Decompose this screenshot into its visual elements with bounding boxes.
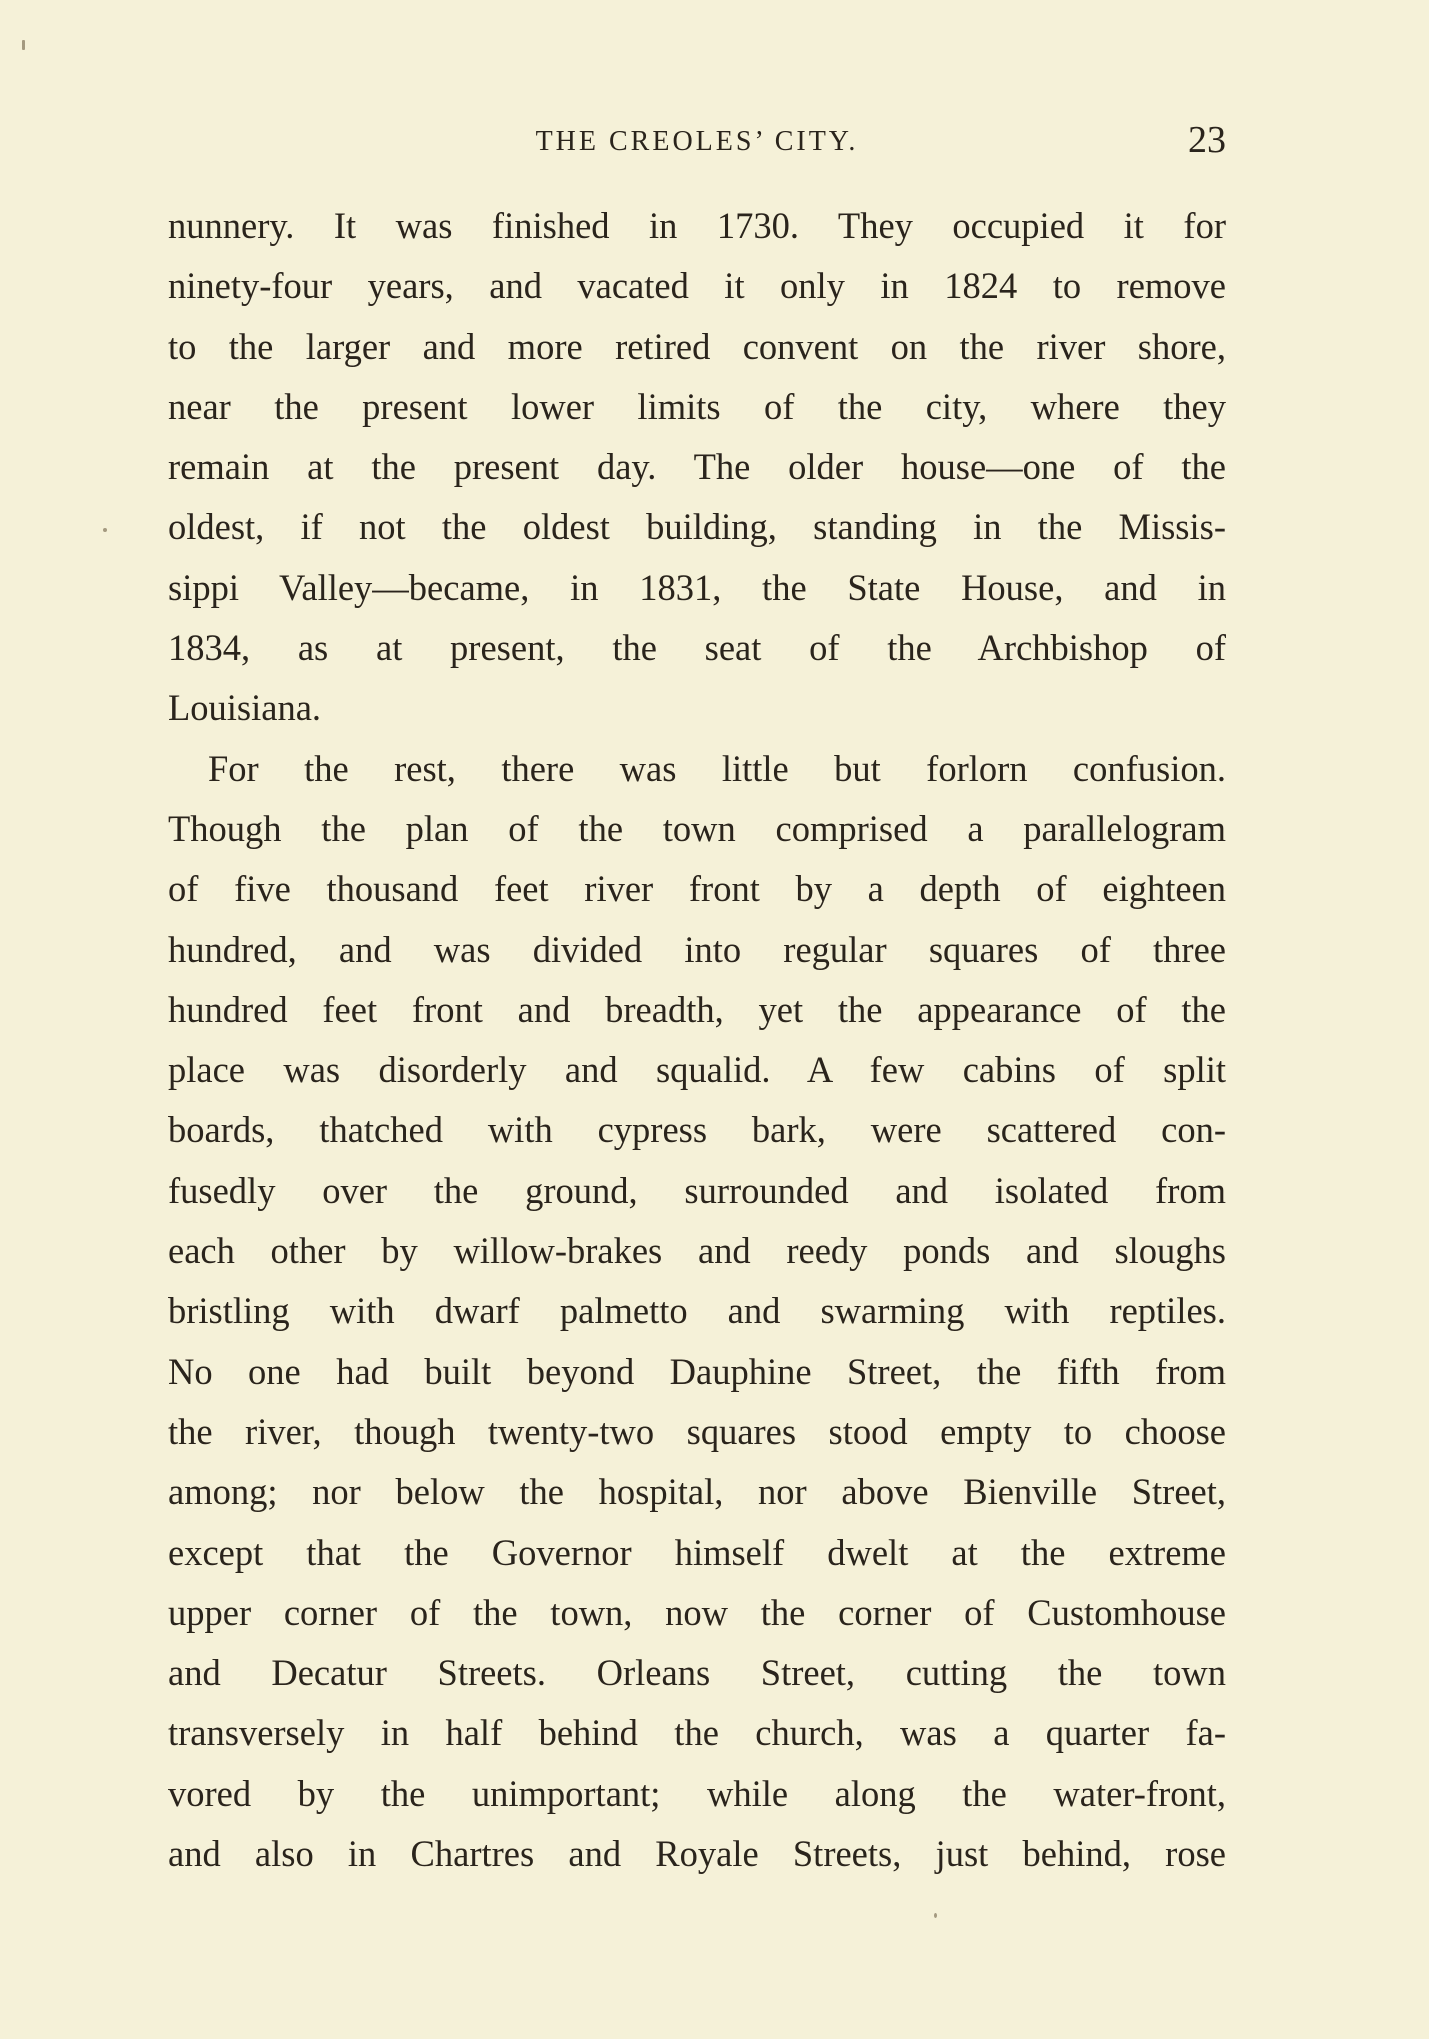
running-head [168,118,1226,168]
paper-speck [934,1913,937,1918]
text-line: each other by willow-brakes and reedy ponds and sloughs [168,1230,1226,1272]
text-line: sippi Valley—became, in 1831, the State House, and in [168,566,1226,608]
text-line: Though the plan of the town comprised a parallelogram [168,807,1226,849]
text-line: except that the Governor himself dwelt at the extreme [168,1531,1226,1573]
text-line: transversely in half behind the church, was a quarter fa- [168,1712,1226,1754]
text-line: and also in Chartres and Royale Streets, just behind, rose [168,1833,1226,1875]
text-line: remain at the present day. The older house—one of the [168,446,1226,488]
text-line: Louisiana. [168,687,322,729]
paper-speck [103,528,107,532]
text-line: near the present lower limits of the city, where they [168,385,1226,427]
text-line: 1834, as at present, the seat of the Archbishop of [168,627,1226,669]
text-line: For the rest, there was little but forlorn confusion. [208,747,1226,789]
text-line: hundred, and was divided into regular squares of three [168,928,1226,970]
text-line: oldest, if not the oldest building, standing in the Missis- [168,506,1226,548]
text-line: boards, thatched with cypress bark, were scattered con- [168,1109,1226,1151]
running-title: THE CREOLES’ CITY. [535,126,859,157]
paper-speck [22,40,25,50]
text-line: fusedly over the ground, surrounded and isolated from [168,1169,1226,1211]
text-line: and Decatur Streets. Orleans Street, cutting the town [168,1652,1226,1694]
text-line: of five thousand feet river front by a depth of eighteen [168,868,1226,910]
text-line: No one had built beyond Dauphine Street, the fifth from [168,1350,1226,1392]
text-line: among; nor below the hospital, nor above Bienville Street, [168,1471,1226,1513]
text-line: bristling with dwarf palmetto and swarming with reptiles. [168,1290,1226,1332]
body-text [168,196,1226,1884]
text-line: to the larger and more retired convent on the river shore, [168,325,1226,367]
text-line: the river, though twenty-two squares stood empty to choose [168,1410,1226,1452]
text-line: hundred feet front and breadth, yet the appearance of the [168,988,1226,1030]
text-line: ninety-four years, and vacated it only in 1824 to remove [168,265,1226,307]
text-line: vored by the unimportant; while along the water-front, [168,1772,1226,1814]
page-number: 23 [1188,119,1226,161]
text-line: upper corner of the town, now the corner of Customhouse [168,1591,1226,1633]
text-line: nunnery. It was finished in 1730. They occupied it for [168,205,1226,246]
text-line: place was disorderly and squalid. A few cabins of split [168,1049,1226,1091]
